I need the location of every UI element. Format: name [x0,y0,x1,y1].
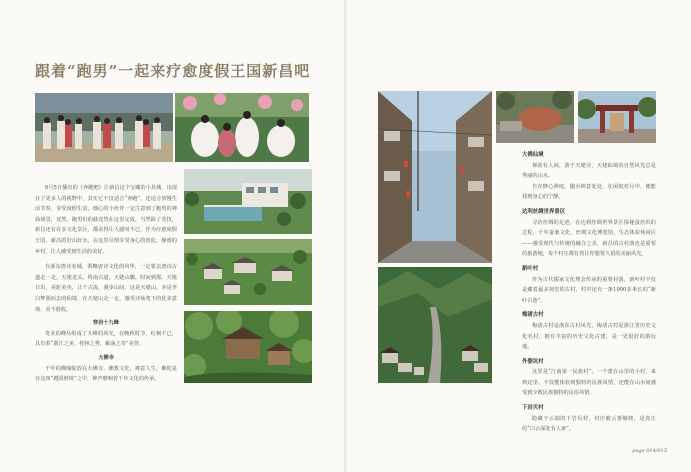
old-street-photo [378,91,492,263]
right-subheading-1: 大佛仙境 [522,152,544,158]
page-gutter [344,0,347,472]
hillside-houses-photo [184,239,312,305]
page-number: page 014/015 [632,448,667,454]
right-paragraph-7: 隐藏于云端的下岩贝村，村庄被云雾缭绕，是真正的“白云深处有人家”。 [522,415,656,433]
right-paragraph-6: 这里是“江南第一民族村”，一个建在山里的小村，来到这里，不仅能体验到独特的民族风情，还能在山水间感受到少数民族独特的民俗风情。 [522,369,656,397]
right-paragraph-2: 自在修心禅庭，随水禅意处处，在闲庭对月中，便能找到身心的宁静。 [522,183,656,201]
performers-photo [35,93,173,162]
right-paragraph-4: 作为古代儒家文化理念传承的重要村落，新叶村不仅是藏着最多祠堂的古村，村中还有一条1000多米长的“新叶古巷”。 [522,276,656,304]
left-paragraph-4: 千年的佛缘绽放在大佛寺。佛教文化，禅意人生，佛陀是在这座“越国胜境”之中，神声磨响着千年文化的传承。 [35,365,177,383]
right-paragraph-1: 禅韵有人间，游于天姥旁，天姥仙境的自然风光总是秀丽的山水。 [522,162,656,180]
left-article-body [35,183,177,385]
mountain-village-photo [378,267,492,383]
right-subheading-5: 外婆坑村 [522,358,544,365]
left-paragraph-2: 在浙东唐诗名城，领略唐诗文化的风华，一定要去唐诗古道走一走。天姥龙头，终南古道，天姥山脚，时间到那，天姥日出，美轮美奂，让千古流，漫步山间，这是天姥山，亦是李白梦游而去的仙境，在天姥山走一走，感受诗仙笔下的优美意境，美不胜收。 [35,264,177,313]
right-subheading-6: 下岩贝村 [522,405,544,412]
forest-cabin-photo [184,311,312,383]
villa-pool-photo [184,169,312,234]
left-paragraph-1: 6月5日播出的《奔跑吧》让新昌这个宝藏的小县城，出现在了更多人的视野中，其实它不仅适合“奔跑”，还适合放慢生活节奏，享受度假生活，细心的小伙伴一定注意到了跑男的神仙场景，竟然，跑男们的截竟然在这里完成，当然除了竞技，新昌还有许多文化景区，都美得让人感叹不已，作为疗愈度假王国，新昌的好山好水，在这里尽情享受身心的放松，静谧的乡村，让人感受到生活的美好。 [35,185,177,255]
left-subheading-2: 大佛寺 [98,354,114,361]
right-paragraph-5: 梅渚古村是浙东古村风光，梅渚古村是浙江省历史文化名村，拥有丰富的历史文化古建，是一处很好的游玩地。 [522,322,656,351]
left-paragraph-3: 奇美的峰丛组成了九峰的风光，在晚秋时节，红枫不已，具有着“浙江之美，桂林之秀，雁荡之奇”美誉。 [35,330,177,348]
left-subheading-1: 穿岩十九峰 [93,320,119,327]
right-paragraph-3: 寻访丝绸的足迹，在达利丝绸世界景区探秘蚕丝织的过程，千年蚕桑文化，丝绸文化博览馆，生态体验休闲区——感受现代与传统的融合之美，新昌的古村落也是重要的旅游地，每个村庄都有着让你想要久留的美丽风光。 [522,219,656,258]
right-subheading-4: 梅渚古村 [522,312,544,319]
dance-photo [175,93,309,162]
right-subheading-3: 新叶村 [522,265,539,272]
temple-gate-photo [578,91,656,143]
stone-carving-photo [496,91,574,143]
right-article-body [522,150,656,435]
right-subheading-2: 达利丝绸世界景区 [522,208,566,215]
article-title: 跟着“跑男”一起来疗愈度假王国新昌吧 [35,62,311,80]
